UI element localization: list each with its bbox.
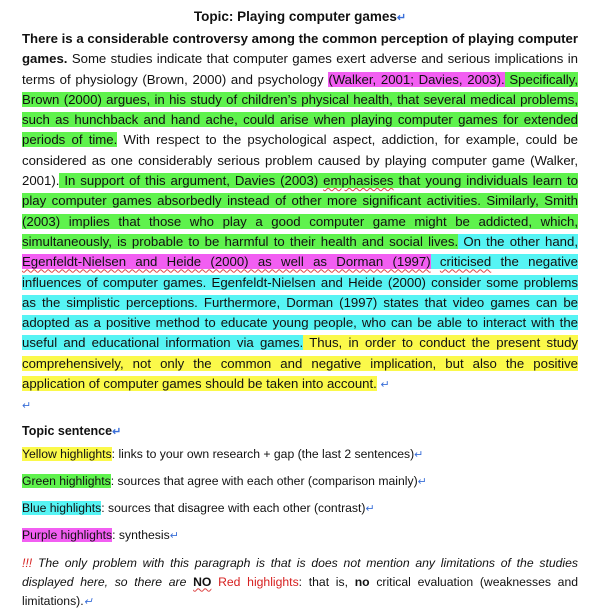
green-highlight-1: Specifically, Brown (2000) argues, in his study of children’s physical health, that several medical problems, such as hunchback and hand ache, could arise when playing computer games for extended periods of time. (22, 71, 579, 148)
warning-exclaim: !!! (22, 555, 33, 570)
legend-green-text: : sources that agree with each other (comparison mainly) (110, 473, 418, 488)
legend-blue-label: Blue highlights (22, 500, 102, 515)
legend-yellow (22, 446, 578, 463)
example-paragraph (22, 29, 578, 417)
warning-text-a: The only problem with this paragraph is that is does not mention any limitations of the studies displayed here, so there are (22, 555, 578, 589)
green-highlight-2a: In support of this argument, Davies (2003) (59, 173, 324, 189)
warning-text-b: : that is, (298, 574, 355, 589)
return-arrow-icon: ↵ (112, 425, 122, 438)
return-arrow-icon: ↵ (169, 529, 179, 542)
legend-yellow-text: : links to your own research + gap (the last 2 sentences) (111, 446, 415, 461)
legend-green-label: Green highlights (22, 473, 111, 488)
yellow-highlight-1: Thus, in order to conduct the present study comprehensively, not only the common and negative implication, but also the positive application of computer games should be taken into account. (22, 335, 578, 392)
legend-purple-text: : synthesis (112, 527, 170, 542)
warning-no: NO (193, 574, 212, 589)
green-highlight-2b: emphasises (323, 173, 394, 189)
return-arrow-icon: ↵ (83, 595, 93, 608)
legend-yellow-label: Yellow highlights (22, 446, 112, 461)
blue-highlight-1a: On the other hand, (458, 233, 578, 249)
title-text: Topic: Playing computer games (193, 9, 397, 24)
legend-heading: Topic sentence↵ (22, 423, 122, 438)
warning-text-c: critical evaluation (weaknesses and limitations). (22, 574, 579, 608)
blue-highlight-1c: criticised (439, 254, 492, 270)
green-highlight-2c: that young individuals learn to play computer games absorbedly instead of other more significant activities. Similarly, Smith (2003) implies that those who play a good computer game might be addicted, which, simultaneously, is probable to be harmful to their health and social lives. (22, 173, 579, 249)
return-arrow-icon: ↵ (365, 502, 375, 515)
legend-purple (22, 527, 578, 544)
warning-red-word: Red highlights (211, 574, 299, 589)
legend-blue-text: : sources that disagree with each other (contrast) (101, 500, 366, 515)
legend-purple-label: Purple highlights (22, 527, 113, 542)
return-arrow-icon: ↵ (380, 379, 390, 392)
legend-green (22, 473, 578, 490)
plain-text-2: With respect to the psychological aspect, addiction, for example, could be considered as one considerably serious problem caused by playing computer game (Walker, 2001). (22, 132, 579, 189)
return-arrow-icon: ↵ (396, 12, 407, 24)
warning-note (22, 554, 578, 612)
purple-highlight-2: Egenfeldt-Nielsen and Heide (2000) as well as Dorman (1997) (22, 254, 431, 270)
return-arrow-icon: ↵ (417, 475, 427, 488)
return-arrow-icon: ↵ (22, 400, 32, 413)
blue-highlight-1d: the negative influences of computer games. Egenfeldt-Nielsen and Heide (2000) consider some problems as the simplistic perceptions. Furthermore, Dorman (1997) states that video games can be adopted as a positive method to educate young people, who can be able to interact with the useful and educational information via games. (22, 254, 578, 351)
blue-highlight-1b (431, 254, 440, 269)
legend-blue (22, 500, 578, 517)
return-arrow-icon: ↵ (414, 448, 424, 461)
plain-text-1: Some studies indicate that computer games exert adverse and serious implications in terms of physiology (Brown, 2000) and psychology (22, 51, 578, 87)
purple-highlight-1: (Walker, 2001; Davies, 2003). (328, 71, 505, 87)
warning-no2: no (354, 574, 370, 589)
topic-sentence: There is a considerable controversy among the common perception of playing computer games. (22, 31, 578, 67)
document-title (22, 8, 578, 27)
